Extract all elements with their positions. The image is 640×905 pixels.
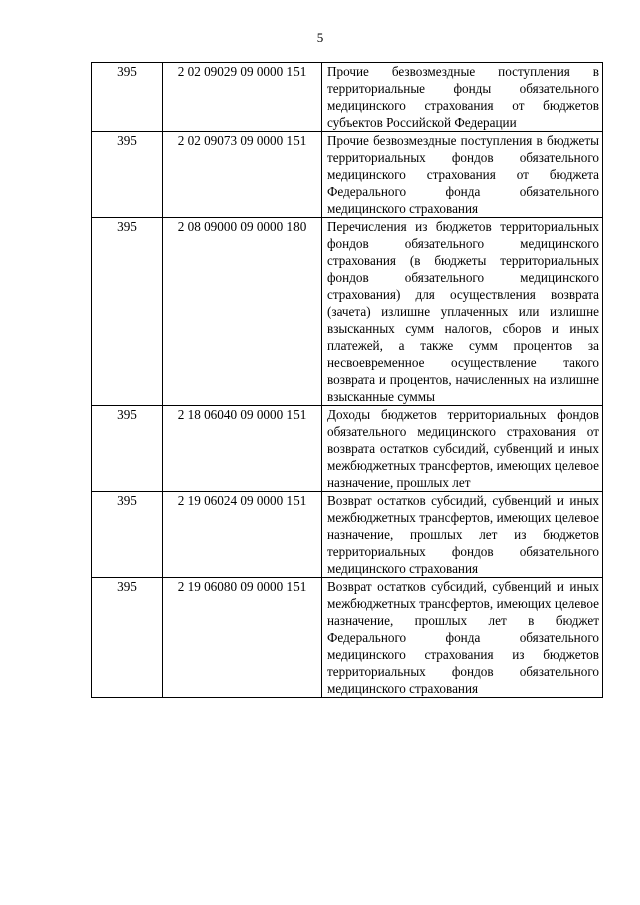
admin-code-cell: 395 [92, 578, 163, 698]
income-name-cell [322, 492, 603, 578]
income-name-text: Прочие безвозмездные поступления в территориальные фонды обязательного медицинского страхования от бюджетов субъектов Российской Федерации [327, 64, 599, 130]
table-row [92, 406, 603, 492]
kbk-code-cell: 2 08 09000 09 0000 180 [163, 218, 322, 406]
table-row [92, 63, 603, 132]
income-name-text: Возврат остатков субсидий, субвенций и иных межбюджетных трансфертов, имеющих целевое назначение, прошлых лет из бюджетов территориальных фондов обязательного медицинского страхования [327, 493, 599, 576]
kbk-code-cell: 2 18 06040 09 0000 151 [163, 406, 322, 492]
income-name-cell [322, 218, 603, 406]
kbk-code-cell: 2 02 09029 09 0000 151 [163, 63, 322, 132]
admin-code-cell: 395 [92, 406, 163, 492]
income-name-cell [322, 406, 603, 492]
table-row [92, 218, 603, 406]
income-name-cell [322, 63, 603, 132]
admin-code-cell: 395 [92, 492, 163, 578]
income-name-text: Перечисления из бюджетов территориальных фондов обязательного медицинского страхования (в бюджеты территориальных фондов обязательного медицинского страхования) для осуществления возврата (зачета) излишне уплаченных или излишне взысканных сумм налогов, сборов и иных платежей, а также сумм процентов за несвоевременное осуществление такого возврата и процентов, начисленных на излишне взысканные суммы [327, 219, 599, 404]
kbk-code-cell: 2 19 06080 09 0000 151 [163, 578, 322, 698]
admin-code-cell: 395 [92, 218, 163, 406]
income-name-text: Возврат остатков субсидий, субвенций и иных межбюджетных трансфертов, имеющих целевое назначение, прошлых лет в бюджет Федерального фонда обязательного медицинского страхования из бюджетов территориальных фондов обязательного медицинского страхования [327, 579, 599, 696]
income-name-text: Доходы бюджетов территориальных фондов обязательного медицинского страхования от возврата остатков субсидий, субвенций и иных межбюджетных трансфертов, имеющих целевое назначение, прошлых лет [327, 407, 599, 490]
kbk-code-cell: 2 19 06024 09 0000 151 [163, 492, 322, 578]
income-name-text: Прочие безвозмездные поступления в бюджеты территориальных фондов обязательного медицинского страхования от бюджета Федерального фонда обязательного медицинского страхования [327, 133, 599, 216]
table-row [92, 492, 603, 578]
income-name-cell [322, 578, 603, 698]
budget-codes-table [91, 62, 603, 698]
table-row [92, 132, 603, 218]
admin-code-cell: 395 [92, 63, 163, 132]
page-number: 5 [316, 30, 324, 45]
admin-code-cell: 395 [92, 132, 163, 218]
table-row [92, 578, 603, 698]
income-name-cell [322, 132, 603, 218]
kbk-code-cell: 2 02 09073 09 0000 151 [163, 132, 322, 218]
